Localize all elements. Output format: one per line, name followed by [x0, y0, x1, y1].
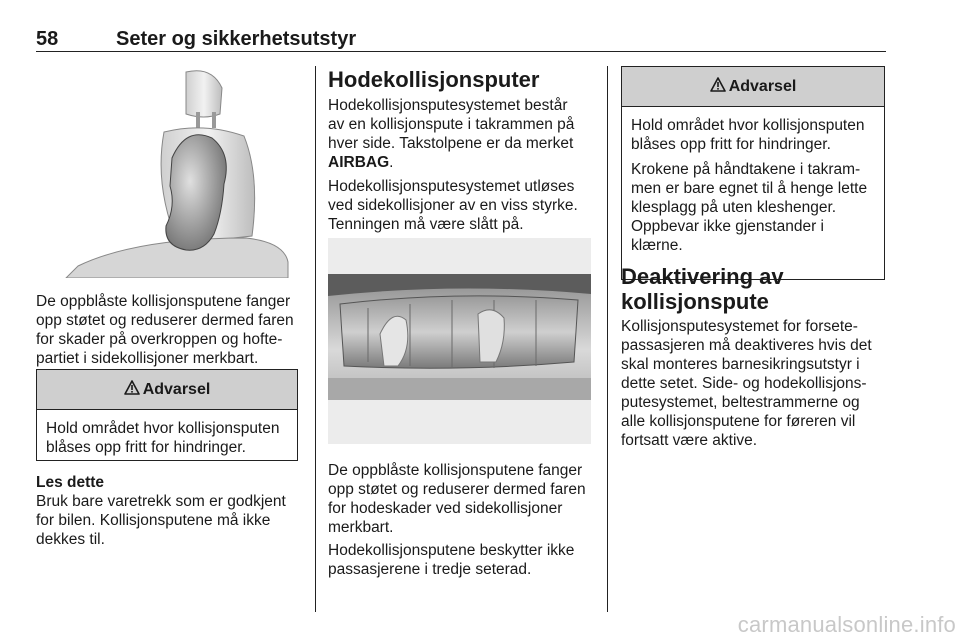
head-airbag-caption: De oppblåste kollisjonsputene fanger opp støtet og reduserer dermed faren for hodeskader ved sidekollisjoner merkbart. [328, 462, 586, 536]
warning-header [622, 67, 884, 107]
seat-airbag-caption: De oppblåste kollisjonsputene fanger opp støtet og reduserer dermed faren for skader på overkroppen og hofte- partiet i sidekollisjoner merkbart. [36, 293, 294, 367]
column-divider-1 [315, 66, 316, 612]
chapter-title: Seter og sikkerhetsutstyr [116, 28, 357, 50]
warning-box-seat [36, 369, 298, 461]
column-divider-2 [607, 66, 608, 612]
warning-text: Hold området hvor kollisjonsputen blåses opp fritt for hindringer. Krokene på håndtakene i takram- men er bare egnet til å henge lette klesplagg på uten kleshenger. Oppbevar ikke gjenstander i klærne. [631, 117, 868, 254]
warning-text: Hold området hvor kollisjonsputen blåses opp fritt for hindringer. [46, 420, 280, 456]
header-rule [36, 51, 886, 52]
warning-triangle-icon [124, 380, 140, 400]
warning-box-head [621, 66, 885, 280]
note-section: Les dette Bruk bare varetrekk som er godkjent for bilen. Kollisjonsputene må ikke dekkes til. [36, 473, 302, 549]
warning-title: Advarsel [142, 380, 211, 398]
airbag-label: AIRBAG [328, 154, 390, 171]
warning-title: Advarsel [728, 77, 797, 95]
warning-triangle-icon [710, 77, 726, 97]
page-header [36, 28, 886, 52]
watermark: carmanualsonline.info [737, 612, 956, 637]
heading-head-airbags: Hodekollisjonsputer [328, 67, 540, 92]
page-number: 58 [36, 28, 59, 50]
head-airbag-intro: Hodekollisjonsputesystemet består av en kollisjonspute i takrammen på hver side. Takstolpene er da merket AIRBAG. [328, 97, 575, 171]
third-row-note: Hodekollisjonsputene beskytter ikke passasjerene i tredje seterad. [328, 542, 575, 578]
note-title: Les dette [36, 474, 105, 491]
warning-header [37, 370, 297, 410]
deactivation-body: Kollisjonsputesystemet for forsete- passasjeren må deaktiveres hvis det skal monteres barnesikringsutstyr i dette setet. Side- og hodekollisjons- putesystemet, beltestrammerne og alle kollisjonsputene for føreren vil fortsatt være aktive. [621, 318, 872, 449]
curtain-airbag-illustration [328, 238, 591, 444]
heading-deactivation-text: Deaktivering av kollisjonspute [621, 264, 784, 314]
seat-airbag-illustration [36, 66, 298, 278]
head-airbag-trigger: Hodekollisjonsputesystemet utløses ved sidekollisjoner av en viss styrke. Tenningen må være slått på. [328, 178, 578, 233]
